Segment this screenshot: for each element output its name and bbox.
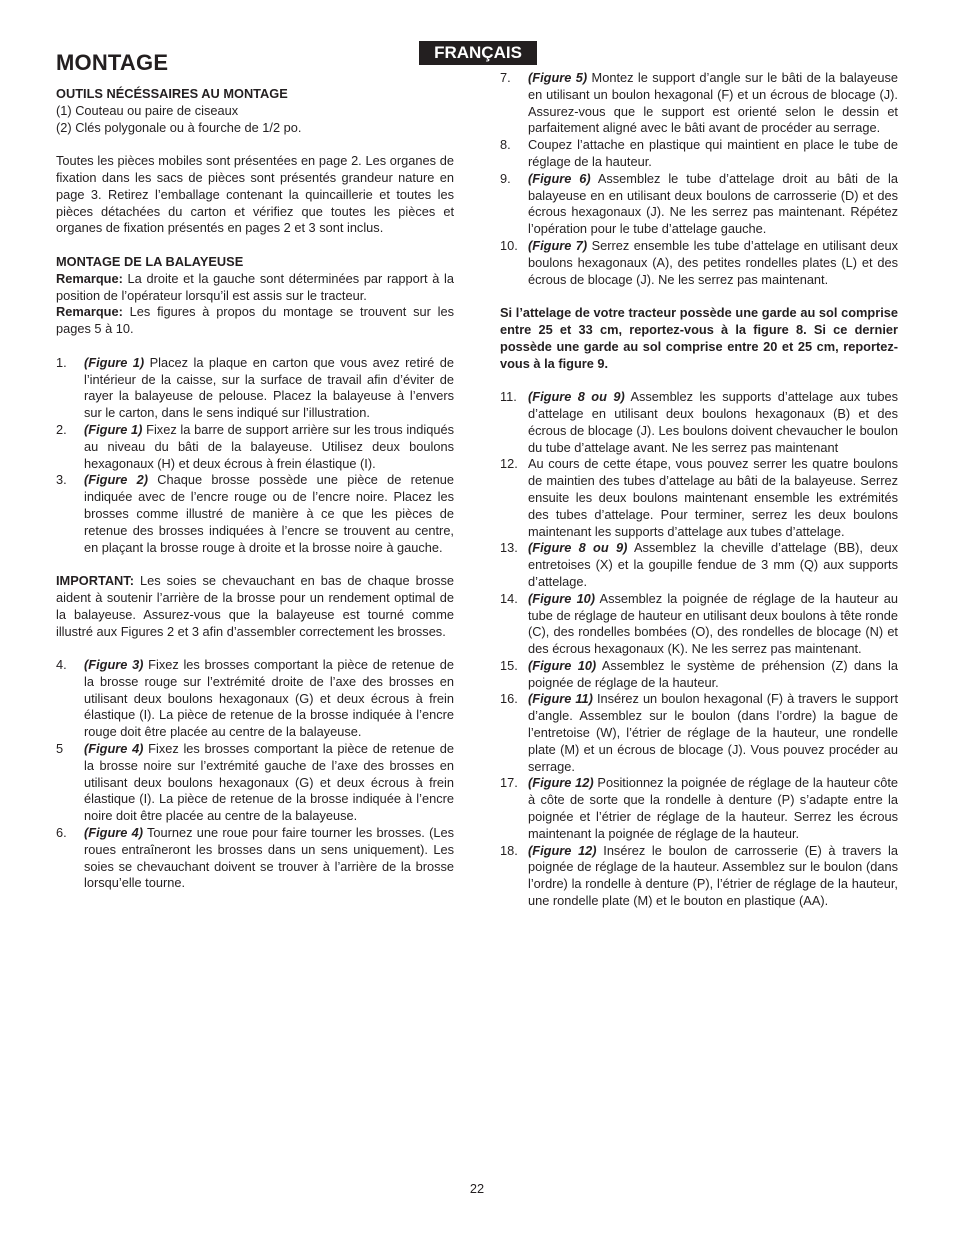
step-item: [56, 355, 454, 422]
step-number: 6.: [56, 825, 67, 841]
step-text: Positionnez la poignée de réglage de la hauteur côte à côte de sorte que la rondelle à denture (P) s’adapte entre la poignée et l’étrier de réglage de la hauteur. Serrez les écrous maintenant la poignée de réglage de la hauteur.: [528, 775, 898, 841]
step-item: [500, 137, 898, 171]
step-text: Assemblez la cheville d’attelage (BB), deux entretoises (X) et la goupille fendue de 3 mm (Q) aux supports d’attelage.: [528, 540, 898, 589]
figure-ref: (Figure 12): [528, 842, 597, 858]
step-number: 5: [56, 741, 64, 757]
step-text: Coupez l’attache en plastique qui maintient en place le tube de réglage de la hauteur.: [528, 137, 898, 169]
step-item: [500, 540, 898, 590]
tool-item: (1) Couteau ou paire de ciseaux: [56, 102, 239, 118]
step-number: 15.: [500, 657, 518, 673]
step-text: Fixez la barre de support arrière sur les trous indiqués au niveau du bâti de la balayeuse. Utilisez deux boulons hexagonaux (H) et deux écrous à frein élastique (I).: [84, 421, 454, 471]
step-text: Serrez ensemble les tube d’attelage en utilisant deux boulons hexagonaux (A), des petites rondelles plates (L) et des écrous de blocage (J). Ne les serrez pas maintenant.: [528, 237, 898, 287]
assembly-heading: MONTAGE DE LA BALAYEUSE: [56, 253, 244, 269]
step-number: 1.: [56, 354, 67, 370]
figure-ref: (Figure 3): [84, 657, 144, 673]
step-item: [500, 456, 898, 540]
step-number: 11.: [500, 389, 517, 405]
note-text: Les figures à propos du montage se trouvent sur les pages 5 à 10.: [56, 304, 454, 337]
step-number: 13.: [500, 540, 518, 556]
step-text: Assemblez la poignée de réglage de la hauteur au tube de réglage de hauteur en utilisant deux boulons à tête ronde (C), des rondelles bombées (O), des rondelles de blocage (N) et des écrous hexagonaux (K). Ne les serrez pas maintenant.: [528, 590, 898, 657]
step-item: [500, 70, 898, 137]
important-label: IMPORTANT:: [56, 573, 134, 589]
page-title: MONTAGE: [56, 50, 169, 75]
step-number: 7.: [500, 70, 511, 85]
tool-item: (2) Clés polygonale ou à fourche de 1/2 po.: [56, 119, 302, 135]
step-item: [56, 422, 454, 472]
note-text: La droite et la gauche sont déterminées par rapport à la position de l’opérateur lorsqu’il est assis sur le tracteur.: [56, 270, 454, 303]
left-column: [56, 86, 454, 892]
figure-ref: (Figure 8 ou 9): [528, 389, 625, 405]
step-text: Placez la plaque en carton que vous avez retiré de l’intérieur de la caisse, sur la surface de travail afin d’éviter de rayer la balayeuse de pelouse. Placez la balayeuse à l’envers sur le carton, dans le sens indiqué sur l’illustration.: [84, 354, 454, 421]
step-text: Tournez une roue pour faire tourner les brosses. (Les roues entraîneront les brosses dans un sens uniquement). Les soies se chevauchant doivent se trouver à l’arrière de la brosse lorsqu’elle tourne.: [84, 825, 454, 891]
step-list: [500, 389, 898, 910]
ground-clearance-note: Si l’attelage de votre tracteur possède une garde au sol comprise entre 25 et 33 cm, reportez-vous à la figure 8. Si ce dernier possède une garde au sol comprise entre 20 et 25 cm, reportez-vous à la figure 9.: [500, 305, 898, 371]
step-text: Fixez les brosses comportant la pièce de retenue de la brosse noire sur l’extrémité gauche de l’axe des brosses en utilisant deux boulons hexagonaux (G) et deux écrous à frein élastique (I). La pièce de retenue de la brosse indiquée à l’encre noire doit être placée au centre de la balayeuse.: [84, 741, 454, 824]
right-column: [500, 70, 898, 910]
page-number: 22: [469, 1181, 485, 1196]
figure-ref: (Figure 10): [528, 590, 596, 606]
figure-ref: (Figure 10): [528, 657, 597, 673]
note-label: Remarque:: [56, 304, 123, 320]
step-number: 8.: [500, 137, 511, 153]
step-text: Chaque brosse possède une pièce de retenue indiquée avec de l’encre rouge ou de l’encre noire. Placez les brosses comme illustré de manière à ce que les pièces de retenue des brosses indiquées à l’encre se trouvent au centre, en plaçant la brosse rouge à droite et la brosse noire à gauche.: [84, 472, 454, 555]
step-text: Insérez le boulon de carrosserie (E) à travers la poignée de réglage de la hauteur. Assemblez sur le boulon (dans l’ordre) la rondelle à denture (P), l’étrier de réglage de la hauteur, une rondelle plate (M) et le bouton en plastique (AA).: [528, 842, 898, 909]
step-number: 12.: [500, 456, 518, 472]
language-tab: FRANÇAIS: [419, 41, 537, 65]
step-number: 9.: [500, 170, 511, 186]
step-item: [500, 658, 898, 692]
step-list: [500, 70, 898, 288]
step-item: [56, 741, 454, 825]
step-number: 2.: [56, 421, 67, 437]
step-item: [500, 171, 898, 238]
step-item: [56, 825, 454, 892]
step-item: [500, 238, 898, 288]
step-item: [56, 472, 454, 556]
step-list: [56, 355, 454, 557]
step-item: [500, 389, 898, 456]
step-text: Assemblez les supports d’attelage aux tubes d’attelage en utilisant deux boulons hexagonaux (B) et des écrous de blocage (J). Les boulons doivent chevaucher le boulon du tube d’attelage avant. Ne les serrez pas maintenant: [528, 389, 898, 455]
figure-ref: (Figure 11): [528, 691, 593, 707]
step-number: 3.: [56, 472, 67, 488]
step-text: Fixez les brosses comportant la pièce de retenue de la brosse rouge sur l’extrémité droite de l’axe des brosses en utilisant deux boulons hexagonaux (G) et deux écrous à frein élastique (I). La pièce de retenue de la brosse indiquée à l’encre rouge doit être placée au centre de la balayeuse.: [84, 657, 454, 740]
step-text: Assemblez le système de préhension (Z) dans la poignée de réglage de la hauteur.: [528, 657, 898, 690]
figure-ref: (Figure 4): [84, 825, 143, 841]
intro-paragraph: Toutes les pièces mobiles sont présentées en page 2. Les organes de fixation dans les sacs de pièces sont présentés grandeur nature en page 3. Retirez l’emballage contenant la quincaillerie et toutes les pièces détachées du carton et vérifiez que toutes les pièces et organes de fixation présentés en pages 2 et 3 sont inclus.: [56, 153, 454, 236]
step-item: [500, 775, 898, 842]
figure-ref: (Figure 4): [84, 741, 144, 757]
step-item: [56, 657, 454, 741]
figure-ref: (Figure 1): [84, 421, 143, 437]
figure-ref: (Figure 7): [528, 237, 588, 253]
step-text: Insérez un boulon hexagonal (F) à travers le support d’angle. Assemblez sur le boulon (dans l’ordre) la bague de l’entretoise (W), l’étrier de réglage de la hauteur, une rondelle plate (M) et un écrous de blocage (J). Vous pouvez procéder au serrage.: [528, 691, 898, 774]
figure-ref: (Figure 2): [84, 472, 148, 488]
important-text: Les soies se chevauchant en bas de chaque brosse aident à soutenir l’arrière de la brosse pour un rendement optimal de la balayeuse. Assurez-vous que la balayeuse est tourné comme illustré aux Figures 2 et 3 afin d’assembler correctement les brosses.: [56, 573, 454, 639]
step-text: Assemblez le tube d’attelage droit au bâti de la balayeuse en en utilisant deux boulons de carrosserie (D) et des écrous hexagonaux (J). Ne les serrez pas maintenant. Répétez l’opération pour le tube d’attelage gauche.: [528, 170, 898, 237]
step-list: [56, 657, 454, 892]
step-item: [500, 843, 898, 910]
step-number: 16.: [500, 691, 518, 707]
step-number: 17.: [500, 775, 518, 791]
figure-ref: (Figure 12): [528, 775, 594, 791]
step-number: 4.: [56, 657, 67, 673]
figure-ref: (Figure 8 ou 9): [528, 540, 628, 556]
figure-ref: (Figure 1): [84, 354, 145, 370]
figure-ref: (Figure 5): [528, 70, 588, 85]
step-number: 18.: [500, 842, 518, 858]
important-paragraph: [56, 573, 454, 640]
step-text: Au cours de cette étape, vous pouvez serrer les quatre boulons de maintien des tubes d’attelage au bâti de la balayeuse. Serrez ensuite les deux boulons maintenant ensemble les extrémités des tubes d’attelage. Pour terminer, serrez les deux boulons maintenant les supports d’attelage aux tubes d’attelage.: [528, 456, 898, 539]
tools-heading: OUTILS NÉCÉSSAIRES AU MONTAGE: [56, 86, 288, 101]
figure-ref: (Figure 6): [528, 170, 591, 186]
note-paragraph: [56, 271, 454, 305]
step-text: Montez le support d’angle sur le bâti de la balayeuse en utilisant un boulon hexagonal (F) et un écrous de blocage (J). Assurez-vous que le support est orienté selon le dessin et parfaitement aligné avec le bâti avant de procéder au serrage.: [528, 70, 898, 136]
note-paragraph: [56, 304, 454, 338]
step-number: 14.: [500, 590, 518, 606]
step-item: [500, 591, 898, 658]
step-item: [500, 691, 898, 775]
step-number: 10.: [500, 237, 518, 253]
note-label: Remarque:: [56, 270, 123, 286]
